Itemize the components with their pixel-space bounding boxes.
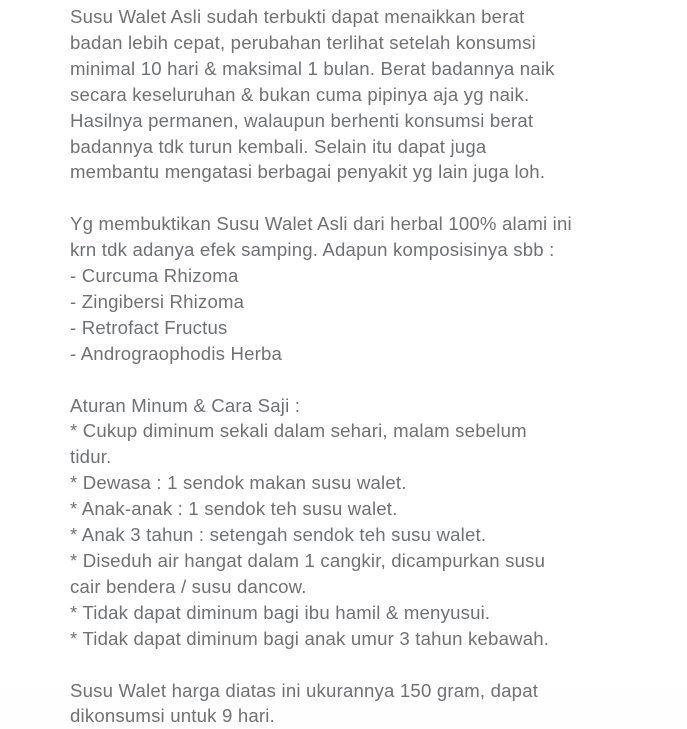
usage-line: * Dewasa : 1 sendok makan susu walet. [70, 472, 407, 494]
ingredient-line: - Retrofact Fructus [70, 316, 228, 338]
usage-line: tidur. [70, 446, 112, 468]
ingredient-line: - Andrograophodis Herba [70, 342, 283, 364]
text-line: dikonsumsi untuk 9 hari. [70, 705, 275, 727]
usage-line: * Diseduh air hangat dalam 1 cangkir, dicampurkan susu [70, 550, 546, 571]
text-line: Yg membuktikan Susu Walet Asli dari herbal 100% alami ini [70, 213, 572, 235]
usage-heading: Aturan Minum & Cara Saji : [70, 394, 301, 416]
usage-line: * Tidak dapat diminum bagi anak umur 3 tahun kebawah. [70, 627, 550, 649]
usage-line: * Anak-anak : 1 sendok teh susu walet. [70, 498, 398, 520]
text-line: Susu Walet Asli sudah terbukti dapat menaikkan berat [70, 6, 525, 27]
paragraph-packaging [70, 678, 625, 729]
text-line: Hasilnya permanen, walaupun berhenti konsumsi berat [70, 109, 534, 131]
usage-line: * Cukup diminum sekali dalam sehari, malam sebelum [70, 420, 527, 442]
text-line: minimal 10 hari & maksimal 1 bulan. Berat badannya naik [70, 57, 555, 79]
paragraph-composition [70, 211, 625, 366]
text-line: secara keseluruhan & bukan cuma pipinya aja yg naik. [70, 83, 530, 105]
usage-line: * Tidak dapat diminum bagi ibu hamil & menyusui. [70, 601, 491, 623]
text-line: badan lebih cepat, perubahan terlihat setelah konsumsi [70, 31, 536, 53]
text-line: membantu mengatasi berbagai penyakit yg lain juga loh. [70, 161, 546, 183]
text-line: badannya tdk turun kembali. Selain itu dapat juga [70, 135, 487, 157]
ingredient-line: - Zingibersi Rhizoma [70, 290, 245, 312]
paragraph-intro [70, 4, 625, 185]
ingredient-line: - Curcuma Rhizoma [70, 265, 239, 287]
usage-line: * Anak 3 tahun : setengah sendok teh susu walet. [70, 524, 487, 546]
text-line: Susu Walet harga diatas ini ukurannya 150 gram, dapat [70, 679, 539, 701]
description-text-body [70, 4, 625, 729]
usage-line: cair bendera / susu dancow. [70, 575, 307, 597]
paragraph-usage-instructions [70, 393, 625, 652]
text-line: krn tdk adanya efek samping. Adapun komposisinya sbb : [70, 239, 555, 261]
